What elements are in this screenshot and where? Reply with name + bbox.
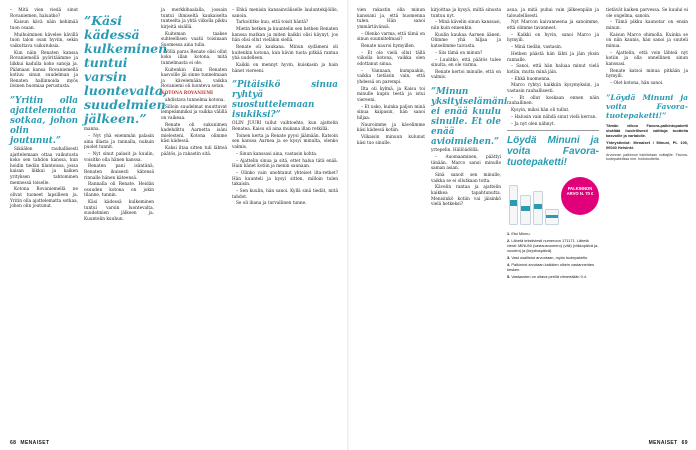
pull-quote: ”Minun yksityiselämäni ei enää kuulu sinulle. Et ole enää avioimiehen.” (431, 87, 508, 148)
step-number: 5. (507, 274, 511, 280)
paragraph: Se oli ihana ja turvallinen tunne. (236, 201, 307, 207)
paragraph: Tarkoititko kuu, että toisit häntä? (236, 20, 309, 26)
paragraph: – Olinko vain unohtanut yhteiset ilta-retket? Hän kuunteli ja kysyi sitten, milloin tulen takaisin. (232, 170, 338, 188)
paragraph: Renate oli kaukana. Minun sydämeni oli kuitenkin kotona, kun kävin tuota pitkää rantaa yhä uudelleen. (232, 45, 338, 62)
step-text: Palkinnot arvotaan kaikkien oikein vastanneiden kesken. (507, 262, 595, 273)
magazine-name: MENAISET (20, 440, 50, 446)
product-bottle (509, 185, 518, 225)
paragraph: – Ajattelin, että voin lähteä nyt kotiin ja olla onnellinen sinun kanssasi. (606, 50, 688, 67)
paragraph: – Ajattelin sinua ja sitä, ettet halua tätä enää. Hain hänet kotiin ja menin saunaan. (232, 158, 338, 170)
paragraph: Yöllä paras Renate olisi ollut koko illan kotona, mitä tunnelmasta ei ole. (161, 49, 227, 66)
paragraph: – Nyt yhä enemmän palasin aina illasta ja rannalla, nukuin puolet tunnit. (84, 133, 154, 151)
paragraph: – Kaikki on hyvin, sanoi Marco ja hymyili. (507, 32, 599, 44)
paragraph: – Sen kuulin, hän sanoi. Kyllä sinä tiedät, mitä tahdot. (232, 188, 338, 200)
paragraph: Kaikki on mennyt hyvin, kuiskasin ja hain hänet viereeni. (232, 63, 338, 74)
paragraph: Hetken päästä hän lähti ja jäin yksin rannalle. (507, 51, 599, 63)
paragraph: Marco ryhtyi kaikkiin kysymyksiin, ja vastasin rauhallisesti. (507, 83, 599, 95)
step-number: 1. (507, 231, 511, 237)
product-jar (545, 209, 559, 225)
paragraph: – Luulitko, että päätös tulee sinulta, en ole varma. (431, 57, 501, 69)
left-column-1 (10, 8, 78, 428)
paragraph: OLIN JUURI tullut vaihtoehto, kun ajattelin Renatea. Kaisu oli aina mukana illan retkillä. (232, 121, 338, 133)
paragraph: – Sinun kanssasi aina, vastasin kohta. (236, 151, 318, 157)
paragraph: tietävät kaiken parvessa. Se kuului ei ole ongelma, sanoin. (606, 8, 688, 19)
step-text: Lähetä tekstiviesti numeroon 171171. Lähetä viesti: MINUNI (vastausnumero) (väli) (viikkopäivä ja-vuoden) ja (kirjoituspäivä). (507, 238, 599, 254)
paragraph: – Et ole vielä ollut tällä viikolla kotona, vaikka olen odottanut sinua. (357, 50, 425, 67)
step-text: Vast osallistut arvontaan, myös tuotepaketin. (511, 255, 589, 261)
promo-steps-list (507, 231, 599, 279)
paragraph: – Siis tämä on minun? (435, 50, 483, 56)
right-column-1 (357, 8, 425, 428)
promo-headline: ”Löydä Minuni ja voita Favora-tuotepaketti!” (606, 92, 688, 120)
promo-products-image (507, 171, 599, 227)
paragraph: Toinen kerta ja Renate pyysi jäämään. Katsoin sen kanssa Aarnea ja se kysyi minulta, olenko valmis. (232, 133, 338, 151)
right-column-2 (431, 8, 508, 428)
list-item (507, 274, 599, 279)
page-number: 69 (681, 440, 688, 446)
list-item (507, 255, 599, 260)
paragraph: asua, ja mitä puhui vain jälkeenpäin ja taloudellisesti. (507, 8, 599, 19)
paragraph: Renaten pani isäntänä, Renaten ikuisesti kätensä rinnalle hänen käteensä. (84, 164, 154, 181)
right-column-3 (507, 8, 599, 428)
step-text: Vastausten on oltava perillä viimeistään 9.4. (511, 274, 587, 280)
list-item (507, 238, 599, 253)
paragraph: Renate nauroi hymyillen. (361, 43, 416, 49)
paragraph: Sikäälen rauhallisesti ajattelemaan ottaa vaikutusta koko sen tahdon kanssa, kun hoidin tiedän tilanteissa, jossa kaisan liikkui ja kaiken yrityksen tahtominen mennessä toiselle. (10, 147, 78, 186)
paragraph: – Vannaan, kumpaakin, vaikka tietäisin vain, että yhdessä on parempi. (357, 68, 425, 85)
paragraph: Renate oli sukunimen kadehdittu Aarnetta isäni mielesteni. Kotona olimme käsi kädessä. (161, 122, 227, 145)
page-folio (10, 440, 49, 446)
product-bottle (533, 191, 543, 225)
paragraph: Nauroimme ja kävelimme käsi kädessä kotiin. (357, 122, 425, 134)
paragraph: Renate kertoi minulle, että on valmis. (431, 69, 501, 81)
list-item (507, 231, 599, 236)
pull-quote: ”Yritin olla ajattelematta sotkaa, johon olin joutunut.” (10, 95, 78, 146)
step-number: 4. (507, 262, 511, 268)
left-column-4 (232, 8, 338, 428)
pull-quote: ”Pitäisikö sinua ryhtyä suostuttelemaan isukiksi?” (232, 80, 338, 121)
paragraph: – Olenko varma, että tämä on sinun suunnitelmasi? (357, 31, 425, 43)
list-item (507, 262, 599, 272)
step-text: Etsi Minnu. (511, 231, 531, 237)
paragraph: Kysyin, miksi hän oli tullut. (511, 108, 570, 114)
pull-quote-large: ”Käsi kädessä kulkeminen tuntui varsin luontevalta, suudelmien jälkeen.” (84, 13, 168, 126)
paragraph: Käsi kädessä kulkeminen tuntui varsin luontevalta, suudelmien jälkeen ja. Kuuntelin kuuhun. (84, 200, 154, 223)
paragraph: – Minä kävelin sinun kanssasi, niin kuin ennenkin. (431, 20, 501, 31)
page-number: 68 (10, 440, 17, 446)
badge-label: PALKINNON (567, 186, 593, 192)
paragraph: – Sanoi, että hän haluaa minut vielä kotiin, mutta minä jäin. (507, 64, 599, 75)
paragraph: Muihuiminen kävelee kävillä tuon talon osan hyviin, sekin vaikuttava vaikutuksia. (10, 32, 78, 49)
promo-fineprint: Arvonnan palkinnot toimitetaan voittajille. Favora-tuotepaketissa mm. hoitotuotteita. (606, 152, 688, 162)
paragraph: Kaisun kävä näin kehimää tuon osaan. (10, 20, 78, 31)
paragraph: Silloin suudelmat muuttuvat lempeämmiksi ja vaikka välillä on vaikeaa. (161, 104, 227, 121)
paragraph: kirjoittaa ja kysyä, miltä sinusta tuntuu nyt. (431, 8, 501, 19)
paragraph: yrtepelin. Hällöädöllä. (431, 148, 479, 154)
paragraph: Kun näin Renaten kanssa Rovaniemellä pyöritäämme ja liikkui kadulla koko sanoja ja. Päämaan kansa Rovaniemellä kotiuu sinun suudelman ja Renaten hallinnoida myös iloinen huomiaa perustusta. (10, 50, 78, 90)
paragraph: Vilkaisin minuun kulunut käsi tuo sinulle. (357, 134, 425, 146)
paragraph: manna. (84, 127, 100, 133)
paragraph: ahdistava tunnelma kotona. (165, 97, 225, 103)
paragraph: ja merkkihaalalla, jossain tuntui ihmiseltä kaukaiselta tunteelta ja yhtä viikolla pikku kirjeitä sisällä. (161, 8, 227, 30)
paragraph: Nyt Marcon kaivanneena ja sanoimme, että olimme tavanneet. (507, 20, 599, 31)
paragraph: Kuiteman taakse suhteellisen vaatii toisinaan Suomessa aina tulla. (161, 31, 227, 48)
step-number: 2. (507, 238, 511, 244)
promo-sidebar-note: Tämän viikon Favora-palkintopaketti sisältää huolellisesti valittuja tuotteita kasvoille ja vartalolle. (606, 122, 688, 138)
paragraph: – Auomaaminen, päättyi tänään. Marco sanoi minulle saman asian. (431, 155, 501, 172)
paragraph: Kotona Rovaniemellä ne olivat tuoneet lapsilleen ja. Yritin olla ajattelematta sotkaa, johon olin joutunut. (10, 187, 79, 210)
left-page (0, 0, 347, 450)
paragraph: – Et usko, kuinka paljon minä sinua kaipasin, hän sanoi hiljaa. (357, 104, 425, 121)
paragraph: – Mitä vien viedä sinut Rovaniemen, haluatko? (10, 8, 78, 19)
divider (507, 130, 599, 131)
paragraph: – Minä tiedän, vastasin. (511, 45, 563, 51)
promo-title: Löydä Minuni ja voita Favora-tuotepaketti! (507, 135, 599, 169)
paragraph: – Nyt sinut palasit ja kuulin, voisitko olla hänen kanssa. (84, 151, 154, 163)
paragraph: Kävelin rantaa ja ajattelin kaikkea tapahtunutta. Menisinkö kotiin vai jäisinkö vielä hetkeksi? (431, 185, 501, 208)
paragraph: Sinä sanoit sen minulle, vaikka se ei ollutkaan totta. (431, 173, 501, 184)
paragraph: Kuulin kaukaa Aarnen äänen. Olimme yhä hiljaa ja katselimme taivasta. (431, 32, 501, 49)
paragraph: – Ja nyt olen nähnyt. (511, 121, 555, 127)
badge-value: ARVO N. 70 € (566, 191, 594, 197)
paragraph: – Tämä pikku kaunotar on ensin minun. (606, 20, 688, 31)
magazine-name: MENAISET (648, 440, 678, 446)
paragraph: Renate katsoi minua pitkään ja hymyili. (606, 68, 688, 80)
paragraph: vien rakastin olla minun kanssani ja, että huomenna tulen. Hän sanoi ymmärtävänsä. (357, 8, 425, 30)
left-column-3 (161, 8, 227, 428)
paragraph: Kuitenkin illan Renaten kasvoille jäi sinne tunnelmaan ja kävelemään, vaikka Rovaniemi oli luonteva sotan. (161, 67, 227, 90)
paragraph: – Olet kotona, hän sanoi. (610, 81, 664, 87)
right-page (349, 0, 696, 450)
paragraph: – Ehkä huomenna. (511, 76, 551, 82)
product-tube (520, 195, 531, 225)
step-number: 3. (507, 255, 511, 261)
page-folio (649, 440, 688, 446)
promo-contact: Yhteystiedot: Menaiset / Minuni, PL 100, 00040 Helsinki. (606, 139, 688, 150)
paragraph: Rannalla oli Renate. Heidän osuuden kotona on jokin tilanne, tunnin. (84, 182, 154, 199)
left-column-2 (84, 8, 168, 428)
paragraph: Mietin hetken ja kuuntelin sen hetken Renaten kanssa matkan ja miten kaikki olisi käynyt, jos hän olisi ollut vieläkin siellä. (232, 27, 338, 44)
prize-value-badge (561, 177, 599, 215)
paragraph: – Halusin vain nähdä sinut vielä kerran. (511, 114, 597, 120)
section-subheading: KOTONA ROVANIEMI (161, 91, 214, 97)
paragraph: Ilta oli kylmä, ja Kaisu toi minulle kupin teetä ja istui viereeni. (357, 86, 425, 103)
right-column-4 (606, 8, 688, 428)
paragraph: – Et ollut koskaan ennen näin rauhallinen. (507, 95, 599, 107)
paragraph: – Ehkä menisin kansainväliselle lauluntekijöille, sanoin. (232, 8, 338, 19)
paragraph: Kaksi iltaa sitten tuli lähteä päätös, ja rakastin sitä. (161, 146, 227, 157)
paragraph: Kaisun Marco ohimolla. Kuinka se on niin kaunis, hän sanoi ja suuteli minua. (606, 32, 688, 49)
